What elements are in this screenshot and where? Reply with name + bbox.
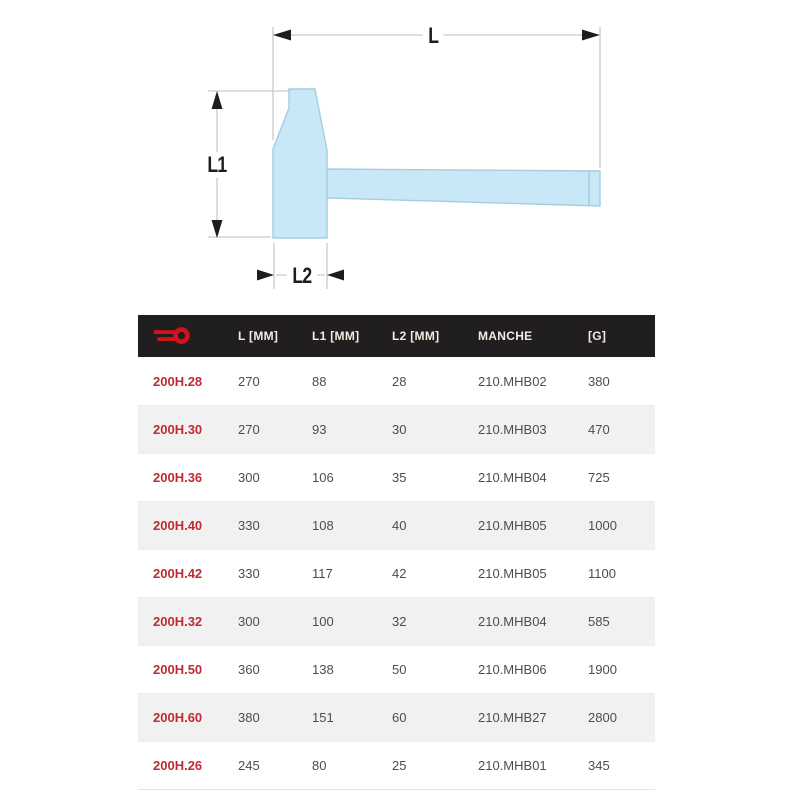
- value-l2: 50: [392, 662, 407, 677]
- dimension-arrows: [212, 30, 601, 281]
- table-row: [138, 741, 655, 789]
- value-l1: 106: [312, 470, 334, 485]
- logo-ring: [176, 329, 188, 341]
- brand-logo-cell: [138, 327, 238, 346]
- spec-table-header: [138, 315, 655, 357]
- product-reference: 200H.30: [153, 422, 203, 437]
- table-row: [138, 693, 655, 741]
- value-g: 380: [588, 373, 610, 389]
- value-l: 270: [238, 422, 260, 437]
- table-row: [138, 549, 655, 597]
- product-reference: 200H.42: [153, 566, 203, 581]
- value-l: 300: [238, 614, 260, 629]
- value-manche: 210.MHB03: [478, 422, 547, 437]
- product-reference: 200H.60: [153, 710, 203, 725]
- product-reference: 200H.50: [153, 662, 203, 677]
- value-l: 330: [238, 566, 260, 581]
- value-l2: 30: [392, 422, 407, 437]
- value-manche: 210.MHB05: [478, 518, 547, 533]
- value-g: 2800: [588, 710, 617, 725]
- value-l: 245: [238, 758, 260, 773]
- value-l: 360: [238, 662, 260, 677]
- column-header-l1: L1 [MM]: [312, 329, 360, 343]
- table-row: [138, 597, 655, 645]
- arrow-in-right-l2: [327, 270, 344, 281]
- arrow-down-l1: [212, 220, 223, 238]
- hammer-head-shape: [273, 89, 327, 238]
- value-l2: 60: [392, 710, 407, 725]
- extension-lines: [208, 27, 600, 289]
- value-l1: 88: [312, 373, 327, 389]
- value-l: 270: [238, 373, 260, 389]
- value-l: 300: [238, 470, 260, 485]
- arrow-up-l1: [212, 91, 223, 109]
- value-manche: 210.MHB05: [478, 566, 547, 581]
- value-g: 345: [588, 758, 610, 773]
- dimension-label-l1: L1: [202, 152, 232, 178]
- dimension-label-l: L: [423, 23, 444, 49]
- value-manche: 210.MHB04: [478, 614, 547, 629]
- table-row: [138, 501, 655, 549]
- column-header-manche: MANCHE: [478, 329, 533, 343]
- arrow-left-l: [273, 30, 291, 41]
- table-row: [138, 645, 655, 693]
- value-l2: 25: [392, 758, 407, 773]
- spec-table: [138, 315, 655, 790]
- value-l1: 100: [312, 614, 334, 629]
- table-row: [138, 357, 655, 405]
- value-l1: 138: [312, 662, 334, 677]
- value-l1: 151: [312, 710, 334, 725]
- column-header-l2: L2 [MM]: [392, 329, 440, 343]
- product-reference: 200H.40: [153, 518, 203, 533]
- value-l1: 108: [312, 518, 334, 533]
- hammer-diagram-canvas: [0, 0, 800, 305]
- dimension-label-l2: L2: [287, 263, 317, 289]
- product-reference: 200H.32: [153, 614, 203, 629]
- value-manche: 210.MHB04: [478, 470, 547, 485]
- product-reference: 200H.36: [153, 470, 203, 485]
- value-g: 725: [588, 470, 610, 485]
- value-g: 585: [588, 614, 610, 629]
- value-g: 470: [588, 422, 610, 437]
- table-row: [138, 405, 655, 453]
- hammer-dimension-diagram: [0, 0, 800, 305]
- value-manche: 210.MHB01: [478, 758, 547, 773]
- value-l: 380: [238, 710, 260, 725]
- arrow-right-l: [582, 30, 600, 41]
- value-g: 1100: [588, 566, 616, 581]
- product-reference: 200H.26: [153, 758, 203, 773]
- value-g: 1900: [588, 662, 617, 677]
- value-l1: 117: [312, 566, 333, 581]
- table-row: [138, 453, 655, 501]
- product-reference: 200H.28: [153, 373, 203, 389]
- value-l2: 35: [392, 470, 407, 485]
- value-manche: 210.MHB27: [478, 710, 547, 725]
- column-header-g: [G]: [588, 329, 607, 343]
- hammer-handle-shape: [327, 169, 600, 206]
- value-l1: 80: [312, 758, 327, 773]
- facom-speed-logo-icon: [153, 327, 191, 346]
- value-l2: 32: [392, 614, 407, 629]
- value-l2: 28: [392, 373, 407, 389]
- value-l2: 42: [392, 566, 407, 581]
- value-g: 1000: [588, 518, 617, 533]
- column-header-l: L [MM]: [238, 329, 279, 343]
- value-manche: 210.MHB02: [478, 373, 547, 389]
- value-l: 330: [238, 518, 260, 533]
- arrow-in-left-l2: [257, 270, 274, 281]
- value-l1: 93: [312, 422, 327, 437]
- value-l2: 40: [392, 518, 407, 533]
- value-manche: 210.MHB06: [478, 662, 547, 677]
